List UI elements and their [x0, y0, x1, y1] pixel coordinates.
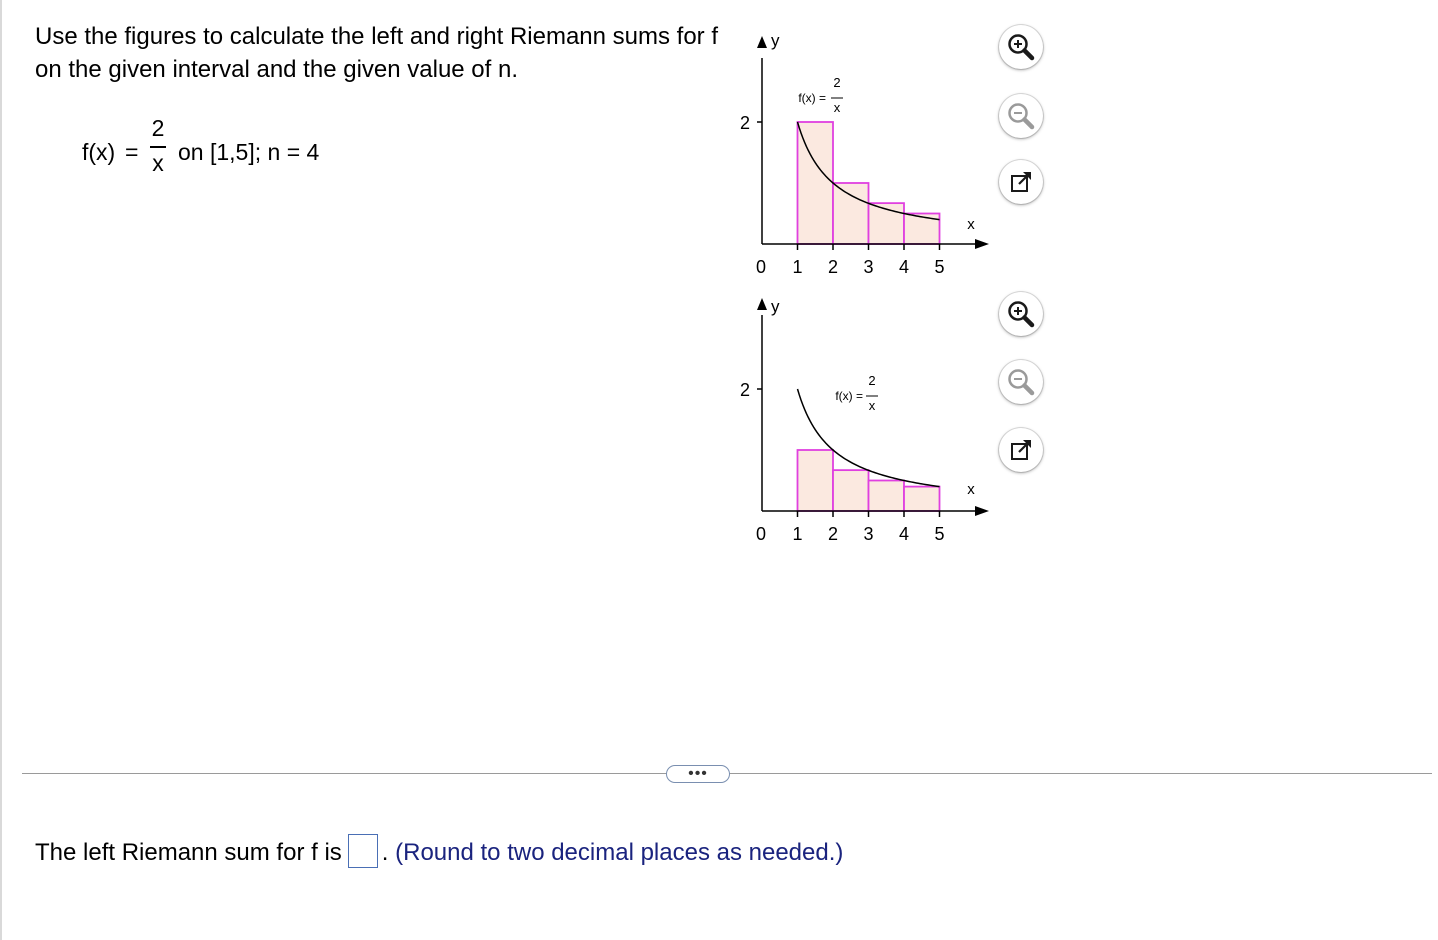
zoom-out-icon — [1006, 101, 1036, 131]
riemann-rect — [904, 487, 940, 511]
rectangles — [798, 122, 940, 244]
formula-numerator: 2 — [151, 115, 165, 141]
riemann-rect — [833, 183, 869, 244]
popout-button[interactable] — [999, 160, 1043, 204]
x-tick-label: 3 — [863, 257, 874, 277]
x-tick-label: 2 — [827, 524, 839, 544]
popout-button-2[interactable] — [999, 428, 1043, 472]
left-border — [0, 0, 2, 940]
x-tick-label: 3 — [863, 524, 874, 544]
more-button[interactable]: ••• — [666, 765, 730, 783]
function-label-numerator: 2 — [833, 75, 841, 90]
function-label-lhs: f(x) = — [835, 389, 863, 403]
riemann-rect — [798, 122, 834, 244]
fraction-bar — [150, 146, 166, 148]
riemann-rect — [798, 450, 834, 511]
formula-denominator: x — [152, 150, 164, 176]
rectangles — [798, 450, 940, 511]
riemann-rect — [904, 214, 940, 245]
zoom-out-icon — [1006, 367, 1036, 397]
x-axis-label: x — [967, 216, 975, 233]
formula-lhs: f(x) — [82, 139, 116, 165]
function-label-denominator: x — [868, 398, 876, 413]
zoom-in-button[interactable] — [999, 25, 1043, 69]
zoom-out-button-2[interactable] — [999, 360, 1043, 404]
left-riemann-plot — [720, 28, 1010, 288]
x-tick-label: 2 — [827, 257, 839, 277]
y-axis-arrow — [757, 36, 767, 48]
y-tick-label: 2 — [739, 113, 750, 133]
origin-label: 0 — [755, 524, 767, 544]
x-ticks — [792, 244, 944, 277]
x-tick-label: 1 — [792, 257, 803, 277]
function-label-denominator: x — [833, 100, 841, 115]
answer-line — [35, 836, 843, 871]
question-prompt: Use the figures to calculate the left and right Riemann sums for f on the given interval and the given value of n. — [35, 23, 719, 83]
x-tick-label: 4 — [898, 524, 910, 544]
zoom-out-button[interactable] — [999, 94, 1043, 138]
answer-input[interactable] — [348, 834, 378, 868]
x-tick-label: 4 — [898, 257, 910, 277]
right-riemann-plot — [720, 295, 1010, 555]
zoom-in-button-2[interactable] — [999, 292, 1043, 336]
answer-prefix: The left Riemann sum for f is — [35, 839, 342, 866]
formula-interval: on [1,5]; n = 4 — [178, 139, 320, 165]
function-label-numerator: 2 — [868, 373, 876, 388]
x-axis-arrow — [975, 506, 989, 516]
y-axis-arrow — [757, 298, 767, 310]
external-link-icon — [1008, 437, 1034, 463]
riemann-rect — [869, 481, 905, 512]
y-axis-label: y — [771, 31, 780, 50]
y-axis-label: y — [771, 297, 780, 316]
rounding-hint: (Round to two decimal places as needed.) — [395, 839, 844, 866]
zoom-in-icon — [1006, 32, 1036, 62]
right-riemann-graph — [720, 295, 1010, 555]
x-ticks — [792, 511, 944, 544]
function-label-lhs: f(x) = — [798, 91, 826, 105]
y-tick-label: 2 — [739, 380, 750, 400]
x-tick-label: 5 — [934, 524, 945, 544]
x-tick-label: 1 — [792, 524, 803, 544]
zoom-in-icon — [1006, 299, 1036, 329]
riemann-rect — [833, 470, 869, 511]
left-riemann-graph — [720, 28, 1010, 288]
x-axis-arrow — [975, 239, 989, 249]
origin-label: 0 — [755, 257, 767, 277]
external-link-icon — [1008, 169, 1034, 195]
formula-equals: = — [125, 139, 139, 165]
x-axis-label: x — [967, 481, 975, 498]
x-tick-label: 5 — [934, 257, 945, 277]
answer-suffix: . — [381, 839, 389, 866]
formula-fraction — [148, 113, 168, 179]
